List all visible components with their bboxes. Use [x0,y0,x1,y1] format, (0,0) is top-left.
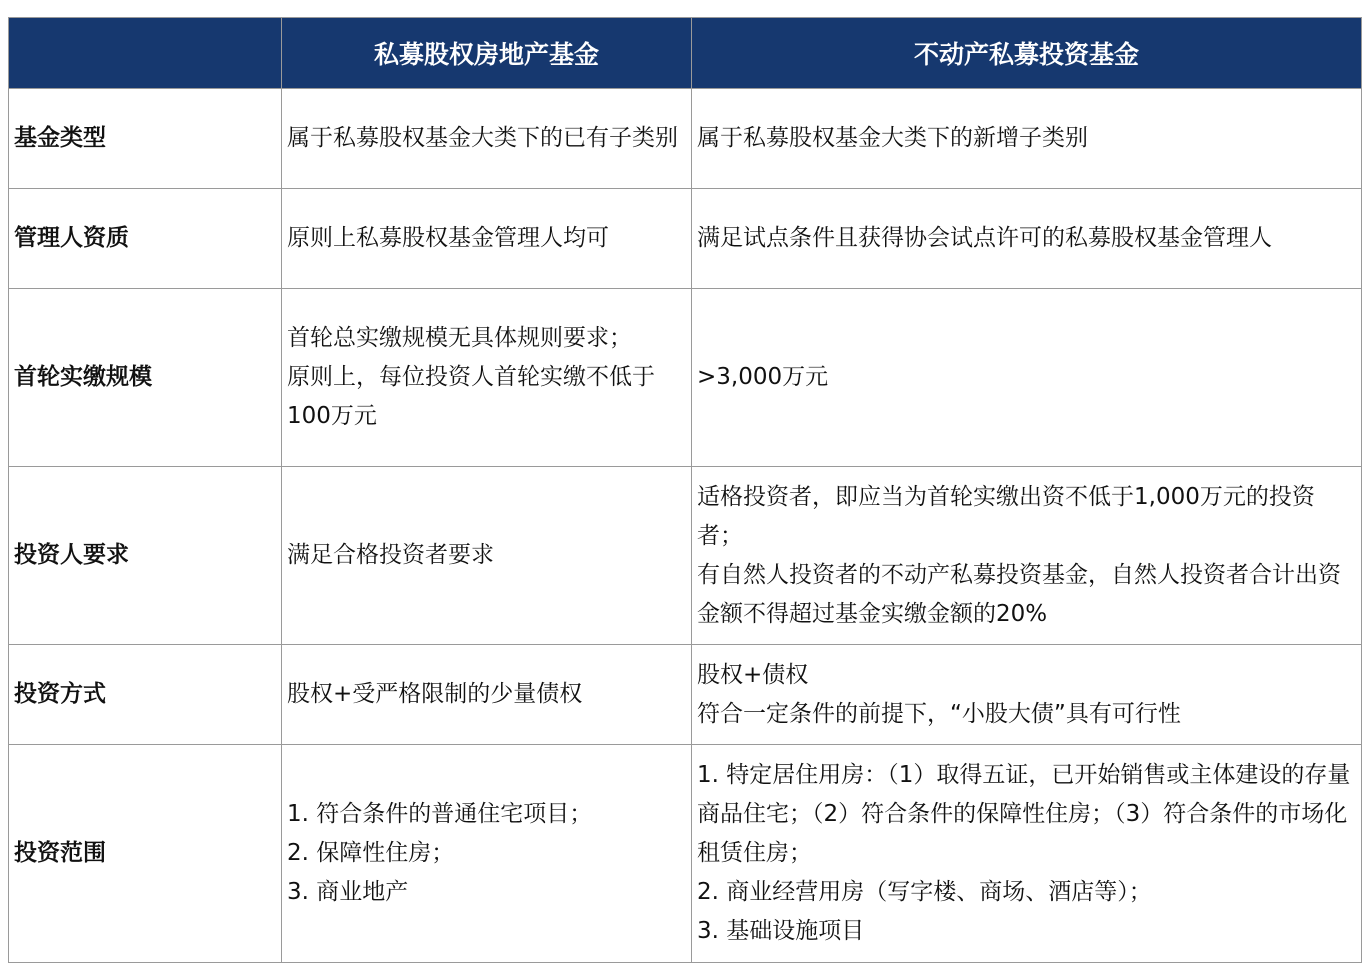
header-pe-real-estate-fund: 私募股权房地产基金 [282,18,692,89]
cell-line: 属于私募股权基金大类下的已有子类别 [287,125,678,151]
pe-real-estate-cell [282,645,692,745]
real-estate-private-cell [692,645,1362,745]
table-row [9,467,1362,645]
cell-line: 满足试点条件且获得协会试点许可的私募股权基金管理人 [697,225,1272,251]
table-row [9,89,1362,189]
cell-line: 满足合格投资者要求 [287,542,494,568]
cell-line: 适格投资者，即应当为首轮实缴出资不低于1,000万元的投资者； [697,483,1315,549]
row-label: 管理人资质 [9,189,282,289]
cell-line: 原则上私募股权基金管理人均可 [287,225,609,251]
cell-line: 属于私募股权基金大类下的新增子类别 [697,125,1088,151]
header-real-estate-private-fund: 不动产私募投资基金 [692,18,1362,89]
pe-real-estate-cell [282,289,692,467]
table-row [9,645,1362,745]
cell-line: 首轮总实缴规模无具体规则要求； [287,325,632,351]
cell-line: 3. 商业地产 [287,879,409,905]
cell-line: 2. 保障性住房； [287,840,455,866]
pe-real-estate-cell [282,189,692,289]
real-estate-private-cell [692,745,1362,963]
row-label: 投资方式 [9,645,282,745]
cell-line: 有自然人投资者的不动产私募投资基金，自然人投资者合计出资金额不得超过基金实缴金额的20% [697,561,1341,627]
cell-line: 股权+债权 [697,661,809,688]
cell-line: 符合一定条件的前提下，“小股大债”具有可行性 [697,700,1181,727]
cell-line: 3. 基础设施项目 [697,918,865,944]
cell-line: 2. 商业经营用房（写字楼、商场、酒店等）； [697,879,1152,905]
real-estate-private-cell [692,467,1362,645]
real-estate-private-cell [692,289,1362,467]
header-row [9,18,1362,89]
row-label: 基金类型 [9,89,282,189]
cell-line: >3,000万元 [697,364,829,390]
table-row [9,189,1362,289]
table-row [9,745,1362,963]
real-estate-private-cell [692,189,1362,289]
row-label: 投资人要求 [9,467,282,645]
header-corner [9,18,282,89]
pe-real-estate-cell [282,745,692,963]
pe-real-estate-cell [282,89,692,189]
pe-real-estate-cell [282,467,692,645]
cell-line: 1. 符合条件的普通住宅项目； [287,801,593,827]
cell-line: 原则上，每位投资人首轮实缴不低于100万元 [287,364,655,429]
table-row [9,289,1362,467]
row-label: 首轮实缴规模 [9,289,282,467]
cell-line: 股权+受严格限制的少量债权 [287,681,583,707]
real-estate-private-cell [692,89,1362,189]
comparison-table [8,17,1362,963]
row-label: 投资范围 [9,745,282,963]
cell-line: 1. 特定居住用房：（1）取得五证，已开始销售或主体建设的存量商品住宅；（2）符合条件的保障性住房；（3）符合条件的市场化租赁住房； [697,762,1351,866]
comparison-table-container [8,17,1362,963]
